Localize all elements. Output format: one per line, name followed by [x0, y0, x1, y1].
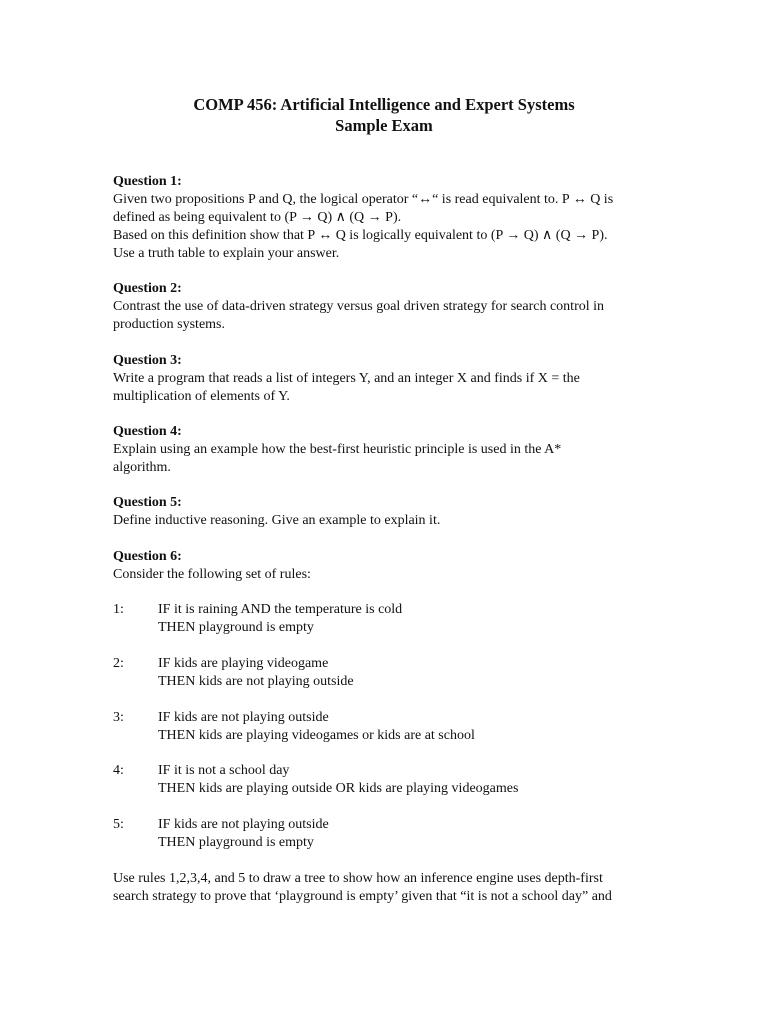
rule-if-line: IF kids are not playing outside [158, 817, 329, 832]
question-heading: Question 3: [113, 353, 182, 368]
question-text-line: Write a program that reads a list of integers Y, and an integer X and finds if X = the [113, 371, 580, 386]
question-text-line: Consider the following set of rules: [113, 567, 311, 582]
question-3 [113, 352, 658, 406]
question-text-line: multiplication of elements of Y. [113, 389, 290, 404]
question-heading: Question 6: [113, 549, 182, 564]
question-2 [113, 280, 658, 334]
course-title: COMP 456: Artificial Intelligence and Expert Systems [193, 95, 575, 114]
question-text-line: Explain using an example how the best-first heuristic principle is used in the A* [113, 442, 562, 457]
rule-then-line: THEN playground is empty [158, 835, 314, 850]
rule-number: 2: [113, 656, 124, 671]
question-text-line: algorithm. [113, 460, 171, 475]
question-text-line: Contrast the use of data-driven strategy versus goal driven strategy for search control in [113, 299, 605, 314]
question-text-line: defined as being equivalent to (P → Q) ∧ (Q → P). [113, 210, 402, 225]
closing-text-line: Use rules 1,2,3,4, and 5 to draw a tree to show how an inference engine uses depth-first [113, 871, 603, 886]
rule-if-line: IF kids are not playing outside [158, 710, 329, 725]
question-5 [113, 494, 658, 530]
rule-then-line: THEN kids are not playing outside [158, 674, 354, 689]
question-heading: Question 5: [113, 495, 182, 510]
question-text-line: Use a truth table to explain your answer. [113, 246, 340, 261]
question-heading: Question 1: [113, 174, 182, 189]
rule-then-line: THEN kids are playing outside OR kids are playing videogames [158, 781, 519, 796]
question-4 [113, 423, 658, 477]
question-1 [113, 173, 658, 263]
question-text-line: production systems. [113, 317, 225, 332]
question-text-line: Given two propositions P and Q, the logical operator “↔“ is read equivalent to. P ↔ Q is [113, 192, 614, 207]
question-text-line: Define inductive reasoning. Give an example to explain it. [113, 513, 441, 528]
rule-if-line: IF it is not a school day [158, 763, 290, 778]
rule-if-line: IF it is raining AND the temperature is cold [158, 602, 403, 617]
rule-number: 4: [113, 763, 124, 778]
rule-number: 1: [113, 602, 124, 617]
rule-number: 5: [113, 817, 124, 832]
closing-text-line: search strategy to prove that ‘playground is empty’ given that “it is not a school day” and [113, 889, 612, 904]
rule-if-line: IF kids are playing videogame [158, 656, 329, 671]
exam-title: Sample Exam [335, 116, 433, 135]
question-heading: Question 2: [113, 281, 182, 296]
rule-number: 3: [113, 710, 124, 725]
rule-then-line: THEN playground is empty [158, 620, 314, 635]
question-6 [113, 548, 658, 584]
closing-paragraph [113, 870, 658, 906]
question-heading: Question 4: [113, 424, 182, 439]
question-text-line: Based on this definition show that P ↔ Q is logically equivalent to (P → Q) ∧ (Q → P). [113, 228, 608, 243]
rule-then-line: THEN kids are playing videogames or kids are at school [158, 728, 475, 743]
